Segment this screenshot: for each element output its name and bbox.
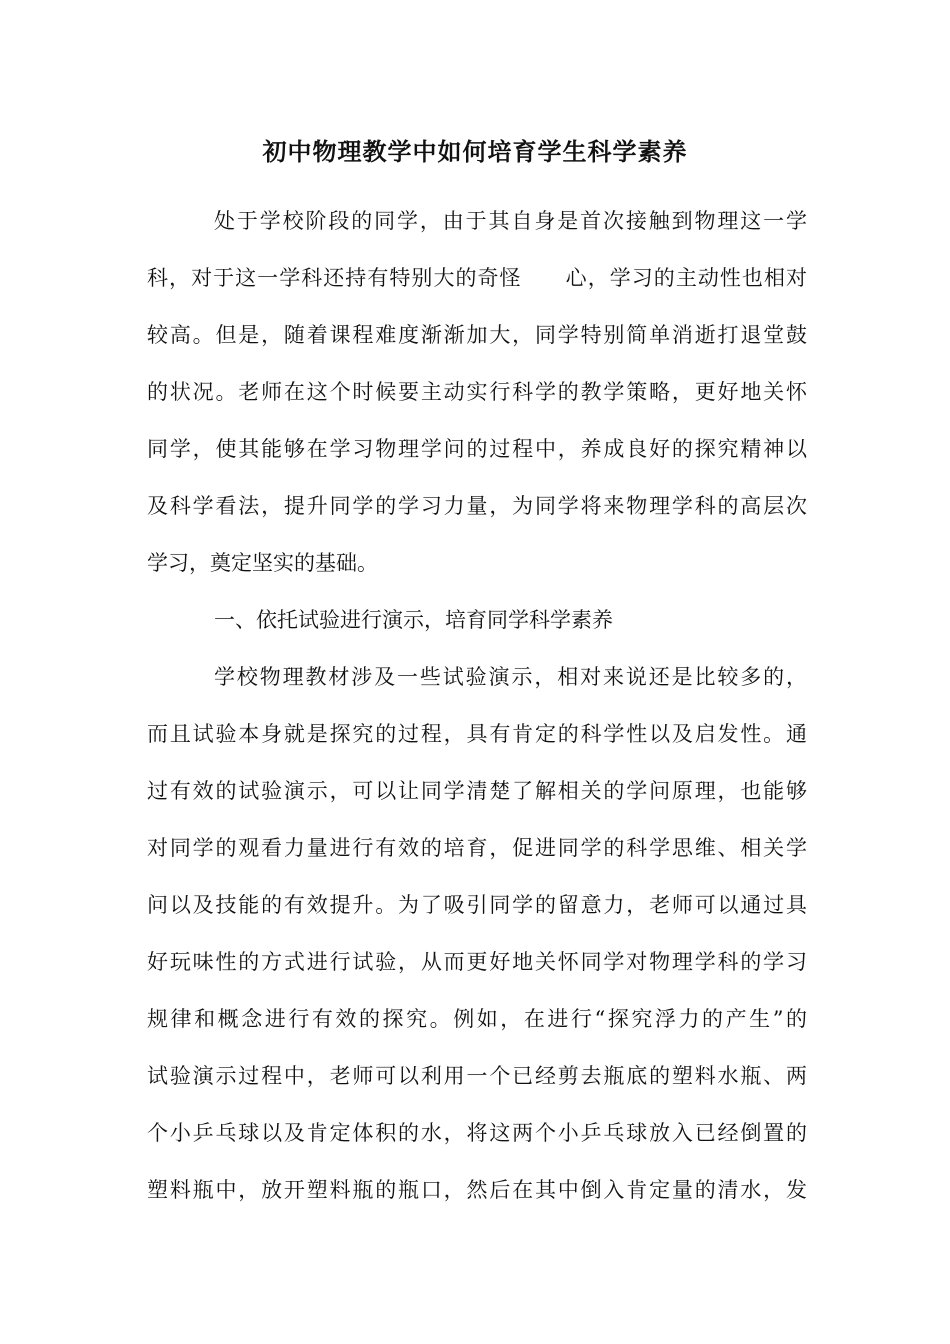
section-heading-1: 一、依托试验进行演示，培育同学科学素养 <box>214 608 613 632</box>
paragraph-2-line-3: 过有效的试验演示，可以让同学清楚了解相关的学问原理，也能够 <box>147 779 807 803</box>
paragraph-1-line-5: 同学，使其能够在学习物理学问的过程中，养成良好的探究精神以 <box>147 437 807 461</box>
paragraph-1-line-3: 较高。但是，随着课程难度渐渐加大，同学特别简单消逝打退堂鼓 <box>147 323 807 347</box>
paragraph-1-line-7: 学习，奠定坚实的基础。 <box>147 551 378 575</box>
paragraph-2-line-8: 试验演示过程中，老师可以利用一个已经剪去瓶底的塑料水瓶、两 <box>147 1064 807 1088</box>
paragraph-2-line-6: 好玩味性的方式进行试验，从而更好地关怀同学对物理学科的学习 <box>147 950 807 974</box>
paragraph-2-line-4: 对同学的观看力量进行有效的培育，促进同学的科学思维、相关学 <box>147 836 807 860</box>
paragraph-2-line-7: 规律和概念进行有效的探究。例如，在进行“探究浮力的产生”的 <box>147 1007 807 1031</box>
paragraph-2-line-5: 问以及技能的有效提升。为了吸引同学的留意力，老师可以通过具 <box>147 893 807 917</box>
document-title: 初中物理教学中如何培育学生科学素养 <box>262 137 688 166</box>
paragraph-2-line-9: 个小乒乓球以及肯定体积的水，将这两个小乒乓球放入已经倒置的 <box>147 1121 807 1145</box>
paragraph-1-line-2: 科，对于这一学科还持有特别大的奇怪 心，学习的主动性也相对 <box>147 266 807 290</box>
paragraph-1-line-4: 的状况。老师在这个时候要主动实行科学的教学策略，更好地关怀 <box>147 380 807 404</box>
paragraph-2-line-1: 学校物理教材涉及一些试验演示，相对来说还是比较多的， <box>214 665 807 689</box>
paragraph-1-line-1: 处于学校阶段的同学，由于其自身是首次接触到物理这一学 <box>214 209 807 233</box>
paragraph-2-line-2: 而且试验本身就是探究的过程，具有肯定的科学性以及启发性。通 <box>147 722 807 746</box>
paragraph-2-line-10: 塑料瓶中，放开塑料瓶的瓶口，然后在其中倒入肯定量的清水，发 <box>147 1178 807 1202</box>
paragraph-1-line-6: 及科学看法，提升同学的学习力量，为同学将来物理学科的高层次 <box>147 494 807 518</box>
